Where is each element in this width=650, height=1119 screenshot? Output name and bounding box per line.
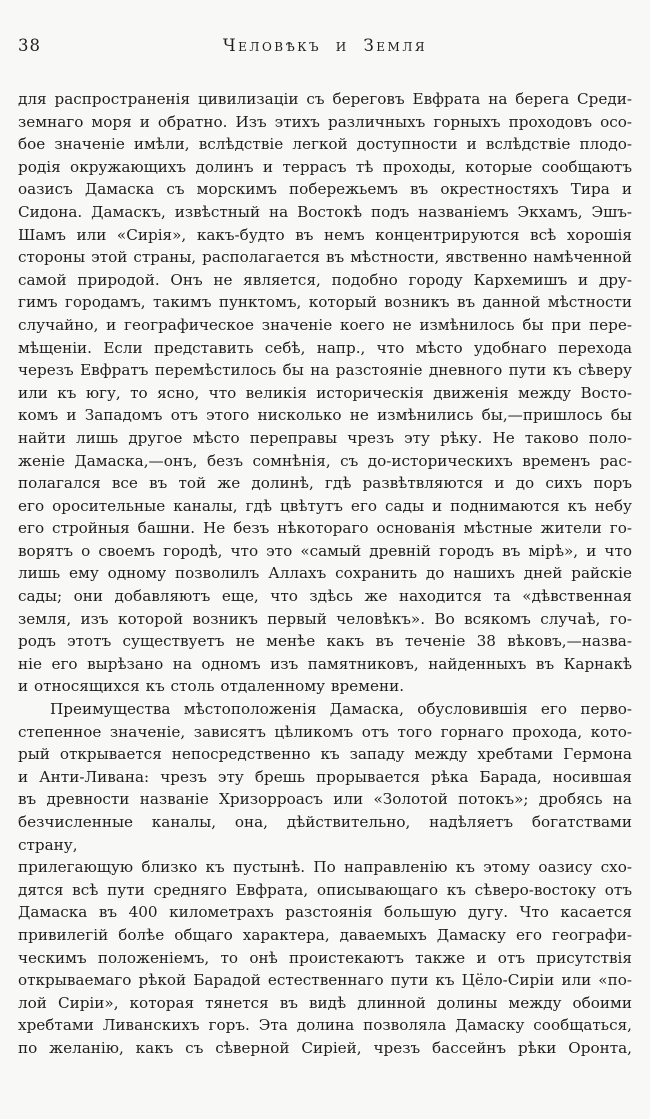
text-line: лишь ему одному позволилъ Аллахъ сохранить до нашихъ дней райскіе [18,564,632,583]
text-line: случайно, и географическое значеніе коего не измѣнилось бы при пере- [18,315,632,334]
text-line: безчисленные каналы, она, дѣйствительно, надѣляетъ богатствами страну, [18,813,632,854]
text-line: стороны этой страны, располагается въ мѣстности, явственно намѣченной [18,248,632,267]
text-line: привилегій болѣе общаго характера, даваемыхъ Дамаску его географи- [18,925,632,944]
text-line: рый открывается непосредственно къ западу между хребтами Гермона [18,745,632,764]
text-line: дятся всѣ пути средняго Евфрата, описывающаго къ сѣверо-востоку отъ [18,880,632,899]
text-line: родія окружающихъ долинъ и террасъ тѣ проходы, которые сообщаютъ [18,157,632,176]
text-line: черезъ Евфратъ перемѣстилось бы на разстояніе дневного пути къ сѣверу [18,361,632,380]
text-line: Сидона. Дамаскъ, извѣстный на Востокѣ подъ названіемъ Экхамъ, Эшъ- [18,202,632,221]
text-line: полагался все въ той же долинѣ, гдѣ развѣтвляются и до сихъ поръ [18,474,632,493]
text-line: для распространенія цивилизаціи съ береговъ Евфрата на берега Среди- [18,90,632,108]
text-line: и относящихся къ столь отдаленному времени. [18,677,405,696]
text-line: хребтами Ливанскихъ горъ. Эта долина позволяла Дамаску сообщаться, [18,1016,632,1035]
page-number: 38 [18,36,41,55]
text-line: женіе Дамаска,—онъ, безъ сомнѣнія, съ до-историческихъ временъ рас- [18,451,632,470]
text-line: по желанію, какъ съ сѣверной Сиріей, чрезъ бассейнъ рѣки Оронта, [18,1038,632,1057]
paragraph [18,698,632,1060]
text-line: родъ этотъ существуетъ не менѣе какъ въ теченіе 38 вѣковъ,—назва- [18,632,632,651]
running-title: Человѣкъ и Земля [222,36,428,55]
paragraph [18,88,632,698]
page-header [18,36,632,58]
text-line: гимъ городамъ, такимъ пунктомъ, который возникъ въ данной мѣстности [18,293,632,312]
text-line: самой природой. Онъ не является, подобно городу Кархемишъ и дру- [18,270,632,289]
book-page [0,36,650,1119]
text-line: открываемаго рѣкой Барадой естественнаго пути къ Цёло-Сиріи или «по- [18,971,632,990]
text-line: ворятъ о своемъ городѣ, что это «самый древній городъ въ мірѣ», и что [18,541,632,560]
text-line: ніе его вырѣзано на одномъ изъ памятниковъ, найденныхъ въ Карнакѣ [18,654,632,673]
text-line: его оросительные каналы, гдѣ цвѣтутъ его сады и поднимаются къ небу [18,496,632,515]
text-line: или къ югу, то ясно, что великія историческія движенія между Восто- [18,383,632,402]
text-line: комъ и Западомъ отъ этого нисколько не измѣнились бы,—пришлось бы [18,406,632,425]
text-line: ческимъ положеніемъ, то онѣ проистекаютъ также и отъ присутствія [18,948,632,967]
text-line: и Анти-Ливана: чрезъ эту брешь прорывается рѣка Барада, носившая [18,767,632,786]
text-line: лой Сиріи», которая тянется въ видѣ длинной долины между обоими [18,993,632,1012]
text-line: найти лишь другое мѣсто переправы чрезъ эту рѣку. Не таково поло- [18,428,632,447]
text-line: Шамъ или «Сирія», какъ-будто въ немъ концентрируются всѣ хорошія [18,225,632,244]
text-line: прилегающую близко къ пустынѣ. По направленію къ этому оазису схо- [18,858,632,877]
text-line: бое значеніе имѣли, вслѣдствіе легкой доступности и вслѣдствіе плодо- [18,135,632,154]
text-line: въ древности названіе Хризорроасъ или «Золотой потокъ»; дробясь на [18,790,632,809]
body-text [18,88,632,1060]
text-line: оазисъ Дамаска съ морскимъ побережьемъ въ окрестностяхъ Тира и [18,180,632,199]
text-line: мѣщеніи. Если представить себѣ, напр., что мѣсто удобнаго перехода [18,338,632,357]
text-line: земнаго моря и обратно. Изъ этихъ различныхъ горныхъ проходовъ осо- [18,112,632,131]
text-line: сады; они добавляютъ еще, что здѣсь же находится та «дѣвственная [18,587,632,606]
text-line: Дамаска въ 400 километрахъ разстоянія большую дугу. Что касается [18,903,632,922]
text-line: Преимущества мѣстоположенія Дамаска, обусловившія его перво- [50,700,632,719]
text-line: степенное значеніе, зависятъ цѣликомъ отъ того горнаго прохода, кото- [18,722,632,741]
text-line: его стройныя башни. Не безъ нѣкотораго основанія мѣстные жители го- [18,519,632,538]
text-line: земля, изъ которой возникъ первый человѣкъ». Во всякомъ случаѣ, го- [18,609,632,628]
